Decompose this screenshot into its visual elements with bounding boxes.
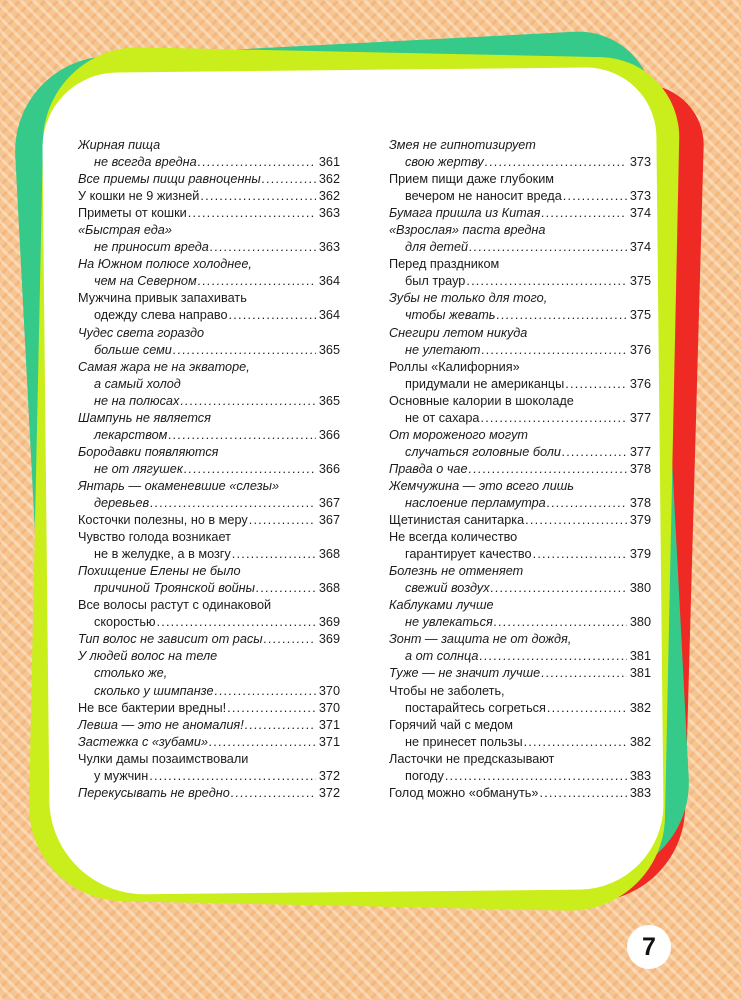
toc-entry (389, 683, 651, 717)
toc-entry-title: причиной Троянской войны (94, 581, 256, 596)
toc-entry-line (78, 205, 340, 222)
toc-entry (78, 222, 340, 256)
dot-leader (479, 648, 626, 665)
toc-entry (78, 563, 340, 597)
toc-entry (389, 717, 651, 751)
toc-entry-title: наслоение перламутра (405, 495, 546, 510)
toc-entry-line (389, 495, 651, 512)
dot-leader (491, 580, 627, 597)
toc-entry-title: Основные калории в шоколаде (389, 393, 574, 408)
toc-entry-title: Не все бактерии вредны! (78, 700, 227, 715)
toc-entry (78, 359, 340, 410)
toc-page-number: 365 (318, 393, 340, 408)
toc-page-number: 363 (318, 206, 340, 221)
toc-entry-line (78, 188, 340, 205)
toc-entry-title: На Южном полюсе холоднее, (78, 257, 252, 272)
toc-entry-line (389, 700, 651, 717)
toc-entry-title: не приносит вреда (94, 240, 209, 255)
toc-page-number: 383 (629, 768, 651, 783)
toc-page-number: 368 (318, 581, 340, 596)
toc-entry-line (389, 648, 651, 665)
toc-page-number: 364 (318, 308, 340, 323)
toc-entry-line (78, 631, 340, 648)
toc-entry-title: не от лягушек (94, 461, 183, 476)
toc-entry-line (389, 290, 651, 307)
toc-entry (389, 478, 651, 512)
toc-page-number: 363 (318, 240, 340, 255)
toc-column-right (389, 137, 651, 802)
toc-page-number: 378 (629, 495, 651, 510)
toc-entry-title: Все приемы пищи равноценны (78, 172, 261, 187)
toc-entry (389, 359, 651, 393)
toc-entry (389, 290, 651, 324)
dot-leader (469, 461, 627, 478)
toc-entry-title: Левша — это не аномалия! (78, 717, 244, 732)
toc-entry-title: Косточки полезны, но в меру (78, 513, 248, 528)
toc-entry-title: У кошки не 9 жизней (78, 189, 200, 204)
page-number-badge (627, 925, 671, 969)
toc-entry-line (389, 631, 651, 648)
toc-entry-line (389, 614, 651, 631)
toc-entry-title: для детей (405, 240, 469, 255)
toc-entry (389, 256, 651, 290)
toc-entry-line (78, 171, 340, 188)
toc-entry-line (389, 307, 651, 324)
toc-entry (389, 597, 651, 631)
dot-leader (157, 614, 316, 631)
toc-entry-line (78, 137, 340, 154)
dot-leader (445, 768, 627, 785)
toc-page-number: 361 (318, 155, 340, 170)
toc-entry-line (389, 717, 651, 734)
dot-leader (563, 188, 627, 205)
toc-entry-title: не от сахара (405, 410, 480, 425)
toc-entry-title: одежду слева направо (94, 308, 228, 323)
toc-entry (78, 717, 340, 734)
toc-entry-title: чтобы жевать (405, 308, 496, 323)
toc-entry (389, 512, 651, 529)
toc-entry-line (78, 751, 340, 768)
toc-entry-line (78, 478, 340, 495)
dot-leader (547, 700, 627, 717)
dot-leader (565, 376, 627, 393)
toc-entry (389, 751, 651, 785)
page-number: 7 (642, 932, 656, 961)
toc-entry-line (78, 785, 340, 802)
toc-entry-line (78, 461, 340, 478)
dot-leader (541, 665, 627, 682)
toc-page-number: 375 (629, 274, 651, 289)
toc-entry-line (78, 239, 340, 256)
toc-entry-title: Самая жара не на экваторе, (78, 359, 250, 374)
toc-page-number: 376 (629, 342, 651, 357)
toc-entry-title: Похищение Елены не было (78, 564, 241, 579)
toc-entry-title: сколько у шимпанзе (94, 683, 214, 698)
toc-entry-title: От мороженого могут (389, 427, 528, 442)
toc-page-number: 382 (629, 734, 651, 749)
toc-entry-line (389, 512, 651, 529)
toc-page-number: 379 (629, 547, 651, 562)
toc-entry-title: Шампунь не является (78, 410, 211, 425)
dot-leader (256, 580, 316, 597)
dot-leader (262, 171, 316, 188)
dot-leader (524, 734, 627, 751)
toc-entry-line (78, 700, 340, 717)
toc-page-number: 370 (318, 700, 340, 715)
dot-leader (168, 427, 316, 444)
dot-leader (229, 307, 316, 324)
toc-entry (389, 137, 651, 171)
toc-entry-line (78, 410, 340, 427)
toc-page-number: 368 (318, 547, 340, 562)
toc-page-number: 371 (318, 734, 340, 749)
toc-entry (389, 631, 651, 665)
toc-entry-line (389, 342, 651, 359)
toc-page-number: 378 (629, 461, 651, 476)
toc-entry-line (389, 785, 651, 802)
toc-entry-title: Горячий чай с медом (389, 717, 513, 732)
toc-entry-line (78, 597, 340, 614)
toc-entry (78, 785, 340, 802)
toc-page-number: 371 (318, 717, 340, 732)
toc-entry-line (78, 325, 340, 342)
toc-entry-title: «Быстрая еда» (78, 223, 172, 238)
toc-entry-title: лекарством (94, 427, 168, 442)
toc-page-number: 377 (629, 444, 651, 459)
toc-entry-title: вечером не наносит вреда (405, 189, 562, 204)
toc-entry-line (389, 461, 651, 478)
toc-page-number: 367 (318, 495, 340, 510)
toc-entry-line (78, 734, 340, 751)
dot-leader (231, 785, 316, 802)
toc-entry (78, 734, 340, 751)
dot-leader (227, 700, 316, 717)
toc-page-number: 362 (318, 172, 340, 187)
toc-entry-title: не принесет пользы (405, 734, 523, 749)
toc-entry-line (389, 683, 651, 700)
toc-entry-title: деревьев (94, 495, 150, 510)
dot-leader (525, 512, 627, 529)
toc-page-number: 362 (318, 189, 340, 204)
dot-leader (539, 785, 626, 802)
dot-leader (480, 410, 626, 427)
toc-entry-title: гарантирует качество (405, 547, 532, 562)
toc-entry-line (389, 325, 651, 342)
toc-entry (78, 171, 340, 188)
toc-page-number: 381 (629, 649, 651, 664)
toc-entry-line (389, 444, 651, 461)
dot-leader (173, 342, 316, 359)
toc-entry (389, 427, 651, 461)
toc-entry-line (78, 512, 340, 529)
dot-leader (180, 393, 316, 410)
toc-entry-line (389, 154, 651, 171)
toc-entry-title: Тип волос не зависит от расы (78, 632, 263, 647)
toc-page-number: 376 (629, 376, 651, 391)
toc-entry (78, 444, 340, 478)
toc-entry-title: не улетают (405, 342, 481, 357)
toc-entry-title: не всегда вредна (94, 155, 197, 170)
toc-entry (389, 325, 651, 359)
toc-entry-line (78, 665, 340, 682)
toc-entry (389, 785, 651, 802)
toc-entry (78, 529, 340, 563)
toc-entry-title: Змея не гипнотизирует (389, 138, 536, 152)
toc-page-number: 365 (318, 342, 340, 357)
toc-entry-line (78, 427, 340, 444)
toc-entry-title: а от солнца (405, 649, 479, 664)
toc-entry-line (78, 376, 340, 393)
dot-leader (215, 683, 316, 700)
toc-entry-line (78, 307, 340, 324)
toc-entry-title: Туже — не значит лучше (389, 666, 541, 681)
toc-entry-title: у мужчин (94, 768, 149, 783)
dot-leader (198, 154, 316, 171)
toc-page-number: 380 (629, 615, 651, 630)
toc-entry-title: погоду (405, 768, 444, 783)
toc-entry (389, 563, 651, 597)
toc-entry-line (78, 717, 340, 734)
toc-page-number: 369 (318, 632, 340, 647)
toc-entry-line (78, 529, 340, 546)
toc-entry-line (78, 580, 340, 597)
dot-leader (466, 273, 626, 290)
toc-entry (78, 751, 340, 785)
dot-leader (209, 734, 316, 751)
toc-entry-line (389, 410, 651, 427)
toc-entry-title: чем на Северном (94, 274, 197, 289)
toc-entry (389, 171, 651, 205)
toc-entry (78, 512, 340, 529)
toc-entry-title: Прием пищи даже глубоким (389, 172, 555, 187)
toc-entry (389, 461, 651, 478)
toc-page-number: 374 (629, 206, 651, 221)
toc-page-number: 382 (629, 700, 651, 715)
toc-page-number: 366 (318, 427, 340, 442)
toc-entry-line (389, 239, 651, 256)
toc-entry (78, 648, 340, 699)
toc-entry-line (389, 751, 651, 768)
toc-entry-line (78, 290, 340, 307)
toc-entry-title: Бородавки появляются (78, 444, 219, 459)
toc-entry-line (389, 376, 651, 393)
toc-entry (78, 597, 340, 631)
dot-leader (541, 205, 626, 222)
toc-entry-title: придумали не американцы (405, 376, 565, 391)
dot-leader (494, 614, 627, 631)
toc-entry (78, 631, 340, 648)
toc-page-number: 366 (318, 461, 340, 476)
toc-entry-title: не на полюсах (94, 393, 180, 408)
toc-page-number: 369 (318, 615, 340, 630)
toc-entry-line (389, 359, 651, 376)
toc-page-number: 381 (629, 666, 651, 681)
dot-leader (562, 444, 627, 461)
dot-leader (198, 273, 316, 290)
dot-leader (245, 717, 316, 734)
toc-entry (78, 256, 340, 290)
dot-leader (533, 546, 627, 563)
toc-entry-title: Чудес света гораздо (78, 325, 205, 340)
toc-entry-line (389, 580, 651, 597)
toc-entry (78, 478, 340, 512)
toc-entry-title: Зубы не только для того, (389, 291, 548, 306)
toc-entry-line (389, 768, 651, 785)
toc-entry (78, 700, 340, 717)
toc-entry-line (389, 393, 651, 410)
toc-entry-line (389, 529, 651, 546)
toc-entry-line (389, 597, 651, 614)
toc-page-number: 370 (318, 683, 340, 698)
toc-entry-line (389, 734, 651, 751)
toc-entry-title: Снегири летом никуда (389, 325, 528, 340)
toc-entry (389, 393, 651, 427)
toc-entry-line (389, 478, 651, 495)
toc-page-number: 374 (629, 240, 651, 255)
toc-entry-title: больше семи (94, 342, 172, 357)
toc-entry (78, 325, 340, 359)
toc-entry-title: свежий воздух (405, 581, 490, 596)
dot-leader (210, 239, 316, 256)
toc-entry-title: Бумага пришла из Китая (389, 206, 541, 221)
toc-entry-title: Чувство голода возникает (78, 530, 231, 545)
toc-page-number: 373 (629, 155, 651, 170)
toc-entry-title: Все волосы растут с одинаковой (78, 598, 272, 613)
toc-entry-title: Роллы «Калифорния» (389, 359, 520, 374)
toc-entry (78, 290, 340, 324)
toc-entry (389, 205, 651, 222)
dot-leader (149, 768, 316, 785)
toc-entry-title: Мужчина привык запахивать (78, 291, 247, 306)
toc-entry-title: а самый холод (94, 376, 181, 391)
toc-entry-title: Перекусывать не вредно (78, 785, 230, 800)
toc-entry-line (78, 614, 340, 631)
toc-entry-title: Не всегда количество (389, 530, 518, 545)
toc-entry-title: Приметы от кошки (78, 206, 187, 221)
toc-entry-line (78, 683, 340, 700)
dot-leader (232, 546, 316, 563)
toc-entry (389, 222, 651, 256)
toc-entry-title: Ласточки не предсказывают (389, 751, 555, 766)
toc-entry-title: скоростью (94, 615, 156, 630)
toc-entry-line (389, 546, 651, 563)
toc-page-number: 379 (629, 513, 651, 528)
toc-entry-title: У людей волос на теле (78, 649, 218, 664)
dot-leader (249, 512, 316, 529)
toc-entry-line (78, 546, 340, 563)
dot-leader (264, 631, 316, 648)
toc-entry (389, 665, 651, 682)
toc-entry-title: свою жертву (405, 155, 484, 170)
toc-entry-line (389, 563, 651, 580)
toc-entry-title: Зонт — защита не от дождя, (389, 632, 572, 647)
dot-leader (496, 307, 626, 324)
toc-entry-line (389, 137, 651, 154)
table-of-contents (78, 137, 655, 807)
toc-entry-line (78, 154, 340, 171)
toc-entry-line (78, 768, 340, 785)
toc-entry-title: Чтобы не заболеть, (389, 683, 505, 698)
toc-entry-line (78, 273, 340, 290)
dot-leader (481, 342, 626, 359)
toc-entry-line (78, 359, 340, 376)
toc-entry-title: Перед праздником (389, 257, 500, 272)
toc-entry-title: Щетинистая санитарка (389, 513, 525, 528)
toc-entry-line (78, 444, 340, 461)
toc-entry-title: Правда о чае (389, 461, 468, 476)
toc-entry (78, 410, 340, 444)
toc-entry-line (389, 171, 651, 188)
toc-entry-title: случаться головные боли (405, 444, 561, 459)
toc-column-left (78, 137, 340, 802)
toc-entry-line (389, 665, 651, 682)
toc-entry-line (78, 342, 340, 359)
toc-page-number: 375 (629, 308, 651, 323)
toc-page-number: 372 (318, 785, 340, 800)
toc-entry-line (389, 205, 651, 222)
toc-entry-line (78, 393, 340, 410)
toc-entry-title: Жемчужина — это всего лишь (389, 478, 574, 493)
toc-entry-title: Застежка с «зубами» (78, 734, 208, 749)
toc-entry-title: Каблуками лучше (389, 598, 494, 613)
toc-entry (78, 137, 340, 171)
dot-leader (150, 495, 316, 512)
toc-entry-line (389, 427, 651, 444)
dot-leader (485, 154, 627, 171)
toc-page-number: 364 (318, 274, 340, 289)
toc-entry-title: Янтарь — окаменевшие «слезы» (78, 478, 280, 493)
toc-entry (78, 188, 340, 205)
toc-page-number: 383 (629, 785, 651, 800)
dot-leader (469, 239, 627, 256)
dot-leader (184, 461, 316, 478)
toc-entry-title: «Взрослая» паста вредна (389, 223, 546, 238)
toc-entry-line (389, 256, 651, 273)
toc-entry-line (78, 256, 340, 273)
toc-entry-title: постарайтесь согреться (405, 700, 546, 715)
toc-entry-line (78, 648, 340, 665)
toc-entry-title: Болезнь не отменяет (389, 564, 524, 579)
toc-entry-title: Голод можно «обмануть» (389, 785, 539, 800)
toc-entry (78, 205, 340, 222)
toc-entry-title: не в желудке, а в мозгу (94, 547, 231, 562)
toc-page-number: 367 (318, 513, 340, 528)
toc-entry-title: Жирная пища (78, 138, 161, 152)
toc-entry-title: столько же, (94, 666, 168, 681)
toc-entry-line (78, 563, 340, 580)
toc-entry-line (78, 222, 340, 239)
toc-entry-title: Чулки дамы позаимствовали (78, 751, 249, 766)
toc-entry (389, 529, 651, 563)
toc-page-number: 377 (629, 410, 651, 425)
toc-page-number: 372 (318, 768, 340, 783)
toc-entry-line (78, 495, 340, 512)
toc-entry-line (389, 222, 651, 239)
dot-leader (188, 205, 316, 222)
toc-page-number: 380 (629, 581, 651, 596)
dot-leader (547, 495, 627, 512)
dot-leader (200, 188, 315, 205)
toc-entry-title: был траур (405, 274, 466, 289)
toc-entry-line (389, 188, 651, 205)
toc-page-number: 373 (629, 189, 651, 204)
toc-entry-title: не увлекаться (405, 615, 493, 630)
toc-entry-line (389, 273, 651, 290)
